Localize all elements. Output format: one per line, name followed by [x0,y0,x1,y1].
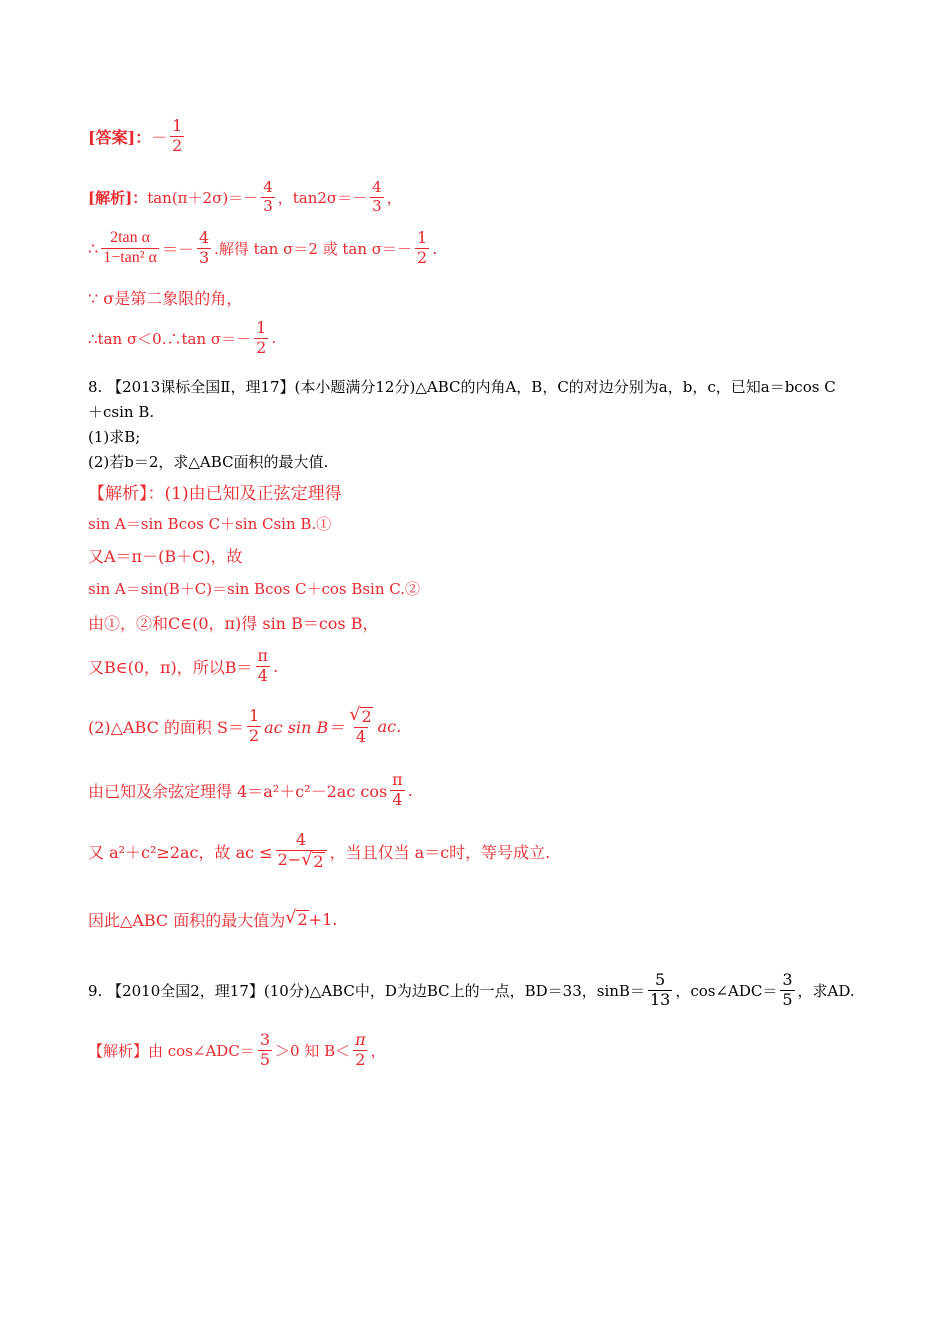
fraction [347,707,374,746]
solution8-line4 [88,578,420,599]
solution7-line1 [88,180,402,215]
solution7-line3 [88,286,242,309]
therefore-symbol: ∴ [88,238,99,258]
text-segment: 由已知及余弦定理得 4＝a²＋c²－2ac cos [88,781,388,801]
text-segment: 又A＝π－(B＋C)，故 [88,547,243,566]
text-segment: . [432,238,438,258]
fraction-denominator: 4 [355,727,367,747]
fraction [353,1032,368,1069]
fraction-numerator: 4 [263,178,273,196]
text-segment: 由①，②和C∈(0，π)得 sin B＝cos B， [88,614,379,633]
solution7-line4 [88,320,276,357]
sqrt-icon: √ 2 [301,849,324,871]
radicand: 2 [361,707,372,726]
solution8-line6 [88,648,278,685]
fraction-denominator: 3 [198,247,210,267]
text-segment: 又B∈(0，π)，所以B＝ [88,657,253,677]
text-segment: .解得 tan σ＝2 或 tan σ＝－ [214,239,413,258]
fraction [648,972,672,1009]
question9-line [88,972,855,1009]
fraction-numerator: 5 [655,970,666,989]
text-segment: ∵ σ是第二象限的角， [88,289,243,308]
solution8-line7 [88,707,401,746]
fraction-denominator: 2 [355,1049,366,1069]
text-segment: sin A＝sin Bcos C＋sin Csin B.① [88,515,332,533]
fraction-numerator: 3 [259,1030,270,1049]
fraction [101,230,159,267]
text-segment: ， [386,188,402,207]
radicand: 2 [297,909,308,929]
text-segment: ∴tan σ＜0.∴tan σ＝－ [88,329,252,348]
fraction-denominator: 4 [392,789,403,809]
fraction-denominator: 2 [172,135,183,155]
text-segment: ＝－ [161,239,194,259]
text-segment: (2)△ABC 的面积 S＝ [88,718,244,738]
fraction-denominator [276,850,327,871]
fraction-numerator: π [392,770,403,789]
question-text: 9. 【2010全国2，理17】(10分)△ABC中，D为边BC上的一点，BD＝33，sinB＝ [88,981,645,1000]
solution8-line9 [88,832,550,871]
text-segment: sin A＝sin(B＋C)＝sin Bcos C＋cos Bsin C.② [88,580,420,598]
text-segment: ， [370,1041,386,1060]
question-text: ，cos∠ADC＝ [675,981,778,1000]
denominator-text: 2− [277,849,302,869]
text-segment: ＞0 知 B＜ [275,1041,351,1060]
fraction-numerator: 1 [256,318,267,337]
text-segment: . [271,329,277,348]
fraction [276,832,327,871]
answer-label: [答案]： [88,127,152,147]
question8-line3 [88,426,140,447]
text-segment: ac sin B＝ [264,718,345,738]
text-segment: 又 a²＋c²≥2ac，故 ac ≤ [88,843,273,863]
question8-line2 [88,401,154,422]
fraction-numerator: 4 [296,830,307,849]
fraction-numerator: 4 [372,178,382,196]
question-text: (1)求B; [88,428,141,446]
text-segment: ac. [377,717,402,737]
text-segment: . [407,780,413,800]
fraction [370,180,384,215]
sqrt-icon: √ 2 [285,907,308,929]
solution7-line2 [88,230,437,267]
text-segment: ，tan2σ＝－ [277,188,368,207]
fraction-numerator: 1 [417,228,428,247]
question-text: (2)若b＝2，求△ABC面积的最大值. [88,453,329,471]
solution8-line5 [88,611,378,634]
answer-fraction [170,118,184,155]
question8-line4 [88,451,328,472]
solution-label: [解析]： [88,188,148,207]
question-text: 8. 【2013课标全国Ⅱ，理17】(本小题满分12分)△ABC的内角A，B，C的对边分别为a，b，c，已知a＝bcos C [88,378,836,396]
text-segment: ，当且仅当 a＝c时，等号成立. [329,843,551,863]
fraction [256,648,271,685]
text-segment: 因此△ABC 面积的最大值为 [88,911,286,930]
fraction-numerator: 1 [172,116,183,135]
fraction-denominator: 1−tan² α [103,248,157,266]
fraction-denominator: 4 [257,665,268,685]
question-text: ，求AD. [797,981,855,1000]
solution9-line [88,1032,386,1069]
fraction [780,972,794,1009]
fraction-numerator: π [355,1030,366,1049]
sqrt-icon: √ 2 [349,705,372,726]
fraction-denominator: 5 [782,989,793,1009]
fraction [197,230,211,267]
radicand: 2 [313,851,324,871]
fraction [247,708,261,745]
fraction-denominator: 3 [263,196,273,215]
solution8-line1 [88,479,342,504]
solution8-line2 [88,513,331,534]
fraction-denominator: 2 [417,247,428,267]
fraction-denominator: 5 [259,1049,270,1069]
text-segment: +1. [308,910,338,929]
fraction-numerator: π [257,646,269,665]
fraction-denominator: 13 [649,989,671,1009]
fraction [254,320,268,357]
text-segment: 【解析】由 cos∠ADC＝ [88,1041,255,1060]
text-segment: tan(π＋2σ)＝－ [147,188,259,207]
fraction-numerator: 3 [782,970,793,989]
fraction [261,180,275,215]
fraction [258,1032,272,1069]
fraction-numerator: 1 [248,706,260,726]
solution8-line3 [88,544,243,567]
fraction-numerator: 2tan α [110,229,151,246]
fraction [415,230,429,267]
fraction-numerator [347,707,374,727]
question8-line1 [88,376,836,397]
answer-line [88,118,187,155]
text-segment: . [273,656,279,676]
fraction-numerator: 4 [198,228,210,247]
text-segment: 【解析】：(1)由已知及正弦定理得 [88,484,342,504]
solution8-line10 [88,908,337,931]
fraction-denominator: 2 [248,726,260,746]
answer-minus: － [151,127,168,147]
fraction-denominator: 3 [372,196,382,215]
question-text: ＋csin B. [88,403,155,421]
fraction [390,772,405,809]
fraction-denominator: 2 [256,337,267,357]
solution8-line8 [88,772,413,809]
